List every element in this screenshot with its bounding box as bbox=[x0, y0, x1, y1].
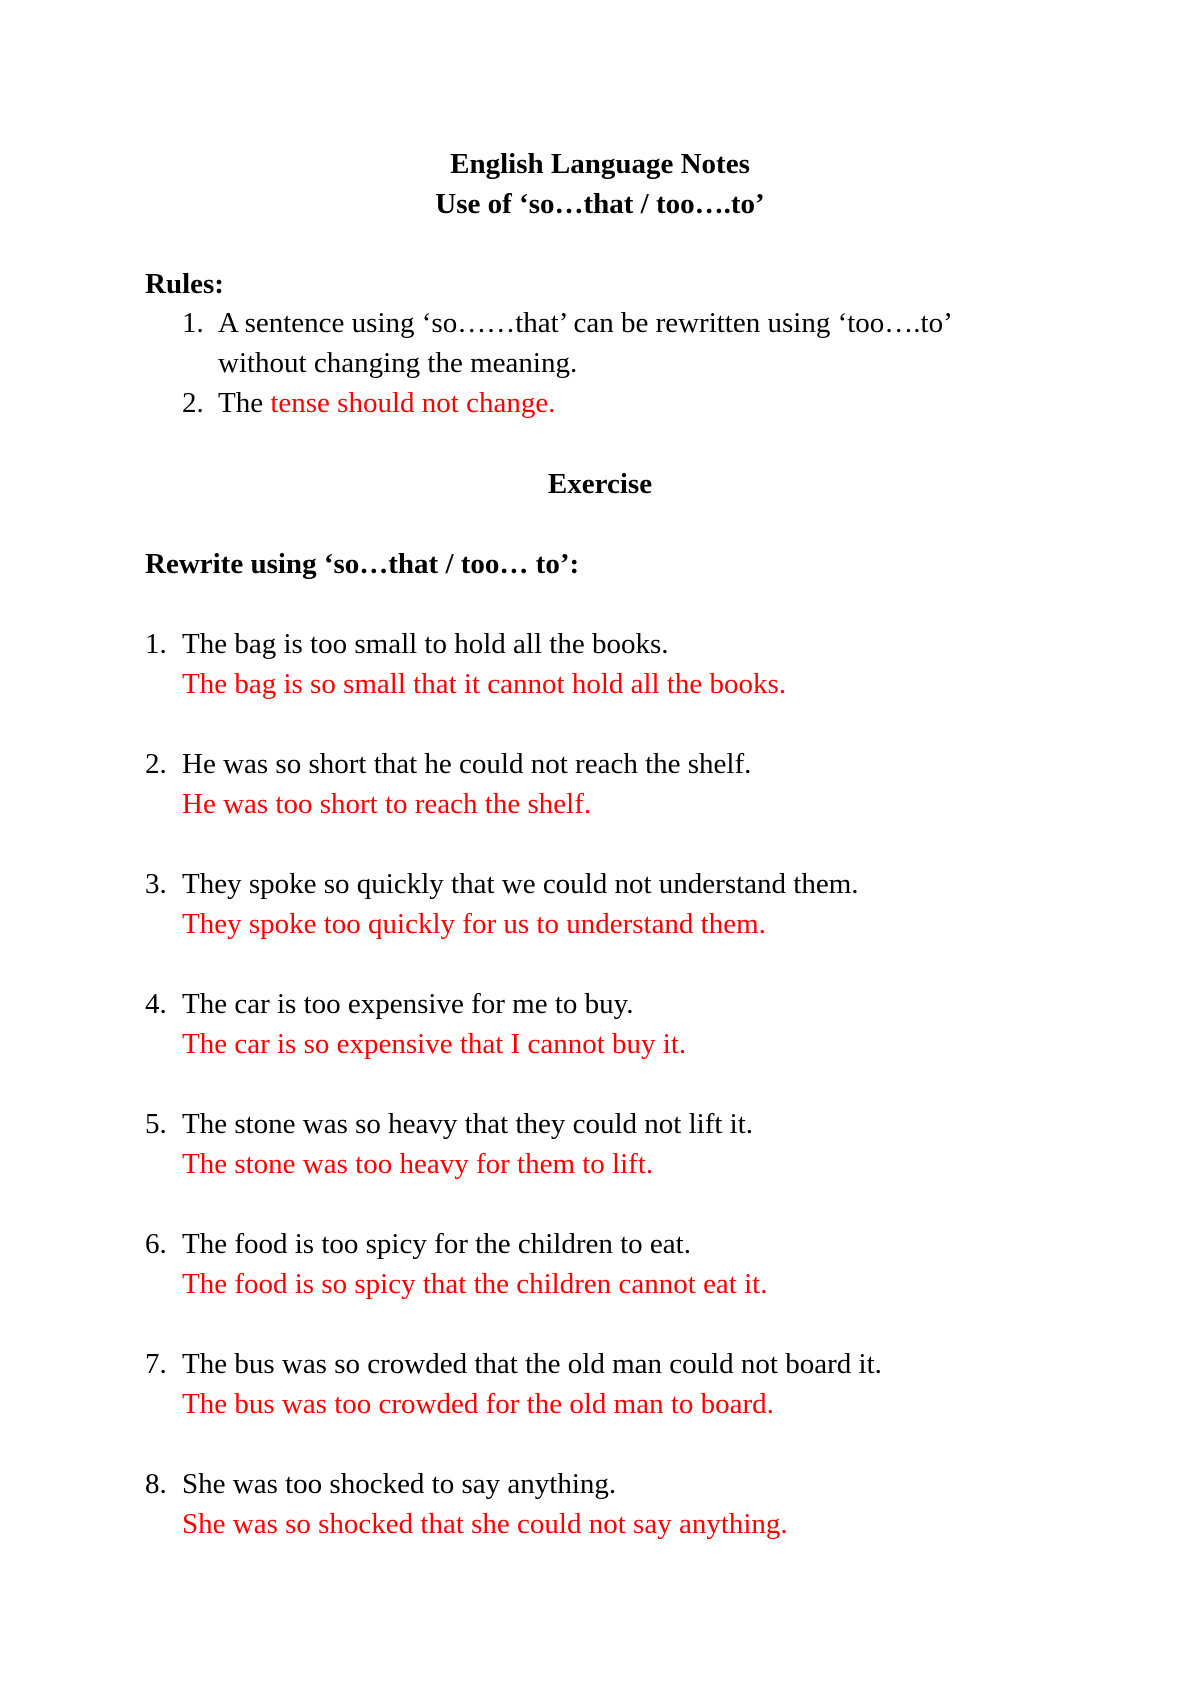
rule-text-prefix: The bbox=[218, 387, 271, 419]
exercise-answer: She was so shocked that she could not say anything. bbox=[182, 1508, 788, 1540]
exercise-answer: The bag is so small that it cannot hold all the books. bbox=[182, 668, 787, 700]
exercise-item-number: 1. bbox=[145, 628, 167, 660]
exercise-answer: The food is so spicy that the children cannot eat it. bbox=[182, 1268, 768, 1300]
exercise-question: The car is too expensive for me to buy. bbox=[182, 988, 634, 1020]
exercise-item-number: 2. bbox=[145, 748, 167, 780]
exercise-question: They spoke so quickly that we could not understand them. bbox=[182, 868, 859, 900]
exercise-item-number: 7. bbox=[145, 1348, 167, 1380]
exercise-answer: He was too short to reach the shelf. bbox=[182, 788, 592, 820]
rule-number: 1. bbox=[182, 307, 204, 339]
document-subtitle: Use of ‘so…that / too….to’ bbox=[435, 188, 765, 220]
rule-number: 2. bbox=[182, 387, 204, 419]
exercise-item-number: 8. bbox=[145, 1468, 167, 1500]
exercise-heading: Exercise bbox=[547, 468, 653, 500]
exercise-question: She was too shocked to say anything. bbox=[182, 1468, 617, 1500]
exercise-item-number: 3. bbox=[145, 868, 167, 900]
rule-highlight: tense should not change. bbox=[270, 387, 556, 419]
exercise-answer: The stone was too heavy for them to lift. bbox=[182, 1148, 654, 1180]
exercise-answer: The bus was too crowded for the old man to board. bbox=[182, 1388, 774, 1420]
exercise-instruction: Rewrite using ‘so…that / too… to’: bbox=[145, 548, 580, 580]
exercise-question: The bus was so crowded that the old man could not board it. bbox=[182, 1348, 882, 1380]
exercise-question: He was so short that he could not reach the shelf. bbox=[182, 748, 752, 780]
rule-text-line: A sentence using ‘so……that’ can be rewritten using ‘too….to’ bbox=[218, 307, 953, 339]
rule-text-line bbox=[218, 387, 555, 420]
exercise-answer: The car is so expensive that I cannot buy it. bbox=[182, 1028, 687, 1060]
exercise-item-number: 4. bbox=[145, 988, 167, 1020]
exercise-question: The stone was so heavy that they could not lift it. bbox=[182, 1108, 754, 1140]
rules-heading: Rules: bbox=[145, 268, 224, 300]
exercise-item-number: 5. bbox=[145, 1108, 167, 1140]
exercise-item-number: 6. bbox=[145, 1228, 167, 1260]
exercise-answer: They spoke too quickly for us to understand them. bbox=[182, 908, 766, 940]
exercise-question: The bag is too small to hold all the books. bbox=[182, 628, 669, 660]
exercise-question: The food is too spicy for the children to eat. bbox=[182, 1228, 691, 1260]
document-title: English Language Notes bbox=[450, 148, 750, 180]
rule-text-line: without changing the meaning. bbox=[218, 347, 578, 379]
